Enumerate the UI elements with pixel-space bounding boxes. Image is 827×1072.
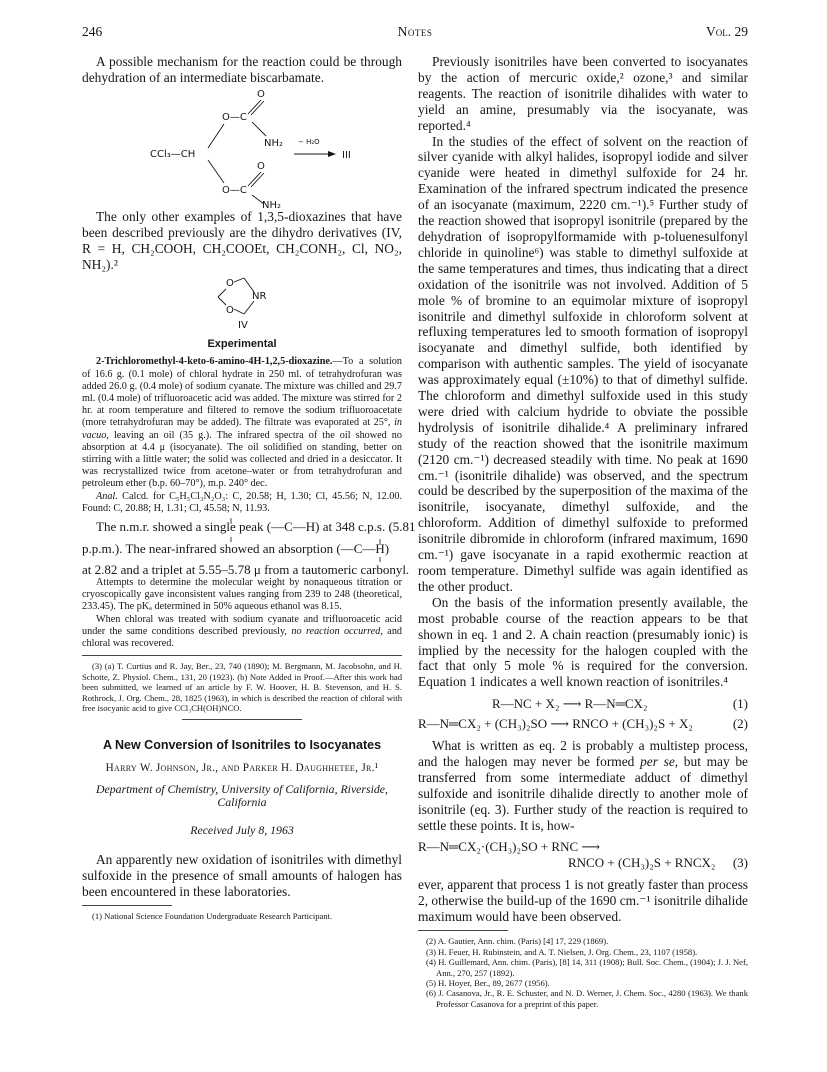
analysis-label: Anal. [96,490,118,502]
elemental-analysis: Anal. Calcd. for C₅H₅Cl₃N₂O₃: C, 20.58; H, 1.30; Cl, 45.56; N, 12.00. Found: C, 20.88; H, 1.31; Cl, 45.58; N, 11.93. [82,490,403,514]
molecular-weight-paragraph: Attempts to determine the molecular weight by nonaqueous titration or cryoscopically gave inconsistent values ranging from 239 to 248 (theoretical, 233.45). The pKₐ determined in 50% aqueous ethanol was 8.15. [82,577,402,613]
equation-2-text: R—N═CX₂ + (CH₃)₂SO ⟶ RNCO + (CH₃)₂S + X₂ [418,716,693,732]
reaction-scheme [82,86,402,209]
atom-o-top: O [257,88,265,100]
header-title: Notes [397,24,433,39]
footnote-1: (1) National Science Foundation Undergraduate Research Participant. [92,911,333,922]
reagent-label: − H₂O [298,137,320,146]
nmr-line-2: p.p.m.). The near-infrared showed an absorption (—C—H) [82,541,390,557]
equation-3-line-2: RNCO + (CH₃)₂S + RNCX₂ [568,854,716,870]
article-title: A New Conversion of Isonitriles to Isocyanates [102,738,382,753]
footnote-rule [82,655,402,656]
equation-3-number: (3) [732,854,748,870]
equation-3-line-1: R—N═CX₂·(CH₃)₂SO + RNC ⟶ [418,838,601,854]
nmr-paragraph [82,515,416,578]
affiliation: Department of Chemistry, University of California, Riverside, California [96,782,388,810]
nh2-top: NH₂ [264,137,284,149]
nh2-bottom: NH₂ [262,199,282,209]
paragraph-mechanism: A possible mechanism for the reaction could be through dehydration of an intermediate biscarbamate. [82,54,402,85]
ester-o-c-bottom: O—C [222,184,247,196]
equation-3 [418,839,748,871]
right-column [418,54,748,1009]
footnote-rule-2 [82,905,172,906]
biscarbamate-structure [82,86,402,209]
product-label: III [342,149,351,161]
structure-iv [82,272,402,330]
article-separator [182,719,302,720]
received-date: Received July 8, 1963 [190,823,294,838]
reference-item: (2) A. Gautier, Ann. chim. (Paris) [4] 17, 229 (1869). [426,936,609,947]
equation-1 [418,696,748,712]
structure-label-iv: IV [238,320,248,331]
reference-list [418,936,748,1009]
paragraph-previous-work: Previously isonitriles have been converted to isocyanates by the action of mercuric oxide,² ozone,³ and similar reagents. The reaction of isonitrile dihalides with water to yield an amine, presumably via the isocyanate, was reported.⁴ [418,54,748,133]
reference-item: (6) J. Casanova, Jr., R. E. Schuster, and N. D. Werner, J. Chem. Soc., 4280 (1963). We thank Professor Casanova for a preprint of this paper. [426,988,748,1009]
page-number: 246 [82,24,103,39]
running-header [82,24,748,46]
atom-o-mid: O [257,160,265,172]
paragraph-dioxazines: The only other examples of 1,3,5-dioxazines that have been described previously are the dihydro derivatives (IV, R = H, CH₂COOH, CH₂COOEt, CH₂CONH₂, Cl, NO₂, NH₂).² [82,208,402,272]
control-experiment: When chloral was treated with sodium cyanate and trifluoroacetic acid under the same conditions described previously, no reaction occurred, and chloral was recovered. [82,613,403,650]
reference-item: (5) H. Hoyer, Ber., 89, 2677 (1956). [426,978,550,989]
references-rule [418,930,508,931]
nmr-line-3: at 2.82 and a triplet at 5.55–5.78 μ from a tautomeric carbonyl. [82,562,410,578]
in-vacuo-text: in vacuo [82,417,402,441]
left-column [82,54,416,922]
experimental-procedure: 2-Trichloromethyl-4-keto-6-amino-4H-1,2,5-dioxazine.—To a solution of 16.6 g. (0.1 mole) of chloral hydrate in 250 ml. of tetrahydrofuran was added 26.0 g. (0.4 mole) of sodium cyanate. The mixture was chilled and 29.7 ml. (0.4 mole) of trifluoroacetic acid was added. The mixture was stirred for 2 hr. at room temperature and filtered to remove the sodium trifluoroacetate (more tetrahydrofuran may be added). The filtrate was evaporated at 25°, in vacuo, leaving an oil (35 g.). The infrared spectra of the oil showed no absorption at 4.4 μ (isocyanate). The oil solidified on standing, better on stirring with a little water; the solid was collected and dried in a desiccator. It was recrystallized twice from acetone–water or from tetrahydrofuran and petroleum ether (b.p. 60–70°), m.p. 240° dec. [82,356,402,490]
compound-name: 2-Trichloromethyl-4-keto-6-amino-4H-1,2,5-dioxazine. [96,356,333,368]
paragraph-studies: In the studies of the effect of solvent on the reaction of silver cyanide with alkyl halides, isopropyl iodide and silver cyanide were heated in dimethyl sulfoxide for 24 hr. Examination of the infrared spectrum indicated the presence of an isocyanate (maximum, 2220 cm.⁻¹).⁵ Further study of the reaction showed that isopropyl isonitrile (prepared by the dehydration of isopropylformamide with p-toluenesulfonyl chloride in quinoline⁶) was stable to dimethyl sulfoxide at the same temperatures and times, thus indicating that a direct oxidation of the isonitrile was not involved. Addition of 5 mole % of bromine to an equimolar mixture of isopropyl isonitrile and dimethyl sulfoxide in chloroform solvent at refluxing temperatures led to smooth formation of isopropyl isocyanate and dimethyl sulfide, both identified by comparison with authentic samples. The yield of isocyanate was approximately equal (±10%) to that of dimethyl sulfide. The chloroform and dimethyl sulfoxide used in this study were dried with calcium hydride to obviate the possible hydrolysis of isonitrile dihalide.⁴ A preliminary infrared study of the reaction showed that the isonitrile maximum (2120 cm.⁻¹) decreased steadily with time. No peak at 1690 cm.⁻¹ (isonitrile dihalide) was observed, and the spectrum could be described by the superposition of the maxima of the isonitrile, isocyanate, dimethyl sulfoxide, and the chloroform. Addition of dimethyl sulfoxide to preformed isonitrile dibromide in chloroform (infrared maximum, 1690 cm.⁻¹) gave isocyanate in a rapid exothermic reaction at room temperature. Dimethyl sulfide was again identified as the other product. [418,133,748,594]
equation-1-number: (1) [732,696,748,712]
equation-1-text: R—NC + X₂ ⟶ R—N═CX₂ [492,696,648,712]
equation-2 [418,716,748,732]
dioxazine-ring-structure [82,272,402,330]
ccl3ch-group: CCl₃—CH [150,148,196,160]
section-heading-experimental: Experimental [207,338,277,351]
footnote-3: (3) (a) T. Curtius and R. Jay, Ber., 23, 740 (1890); M. Bergmann, M. Jacobsohn, and H. Schotte, Z. Physiol. Chem., 131, 20 (1923). (b) Note Added in Proof.—After this work had been submitted, we learned of an article by F. W. Hoover, H. B. Stevenson, and H. S. Rothrock, J. Org. Chem., 28, 1825 (1963), in which is described the reaction of chloral with free isocyanic acid to give CCl₃CH(OH)NCO. [82,661,402,713]
article-authors: Harry W. Johnson, Jr., and Parker H. Daughhetee, Jr.¹ [105,762,379,775]
equation-2-number: (2) [732,716,748,732]
volume-label: Vol. 29 [706,24,748,39]
nmr-line-1: The n.m.r. showed a single peak (—C—H) at 348 c.p.s. (5.81 [96,519,416,535]
ring-o1: O [226,278,234,290]
paragraph-multistep: What is written as eq. 2 is probably a multistep process, and the halogen may never be formed per se, but may be transferred from some intermediate adduct of dimethyl sulfoxide and isonitrile dihalide directly to another mole of isonitrile (eq. 3). Further study of the reaction is required to settle these points. It is, how- [418,738,749,833]
article-abstract: An apparently new oxidation of isonitriles with dimethyl sulfoxide in the presence of small amounts of halogen has been encountered in these laboratories. [82,852,402,900]
ring-o2: O [226,305,234,317]
ester-o-c-top: O—C [222,111,247,123]
reference-item: (4) H. Guillemard, Ann. chim. (Paris), [8] 14, 311 (1908); Bull. Soc. Chem., (1904); J. J. Nef, Ann., 270, 257 (1892). [426,957,748,978]
paragraph-mechanism-basis: On the basis of the information presently available, the most probable course of the reaction appears to be that shown in eq. 1 and 2. A chain reaction (presumably ionic) is implied by the necessity for the halogen coupled with the fact that only 5 mole % is required for the conversion. Equation 1 indicates a well known reaction of isonitriles.⁴ [418,594,748,690]
paragraph-conclusion: ever, apparent that process 1 is not greatly faster than process 2, otherwise the build-up of the 1690 cm.⁻¹ isonitrile dihalide maximum would have been observed. [418,876,748,924]
ring-nr: NR [252,291,267,303]
reference-item: (3) H. Feuer, H. Rubinstein, and A. T. Nielsen, J. Org. Chem., 23, 1107 (1958). [426,946,698,957]
